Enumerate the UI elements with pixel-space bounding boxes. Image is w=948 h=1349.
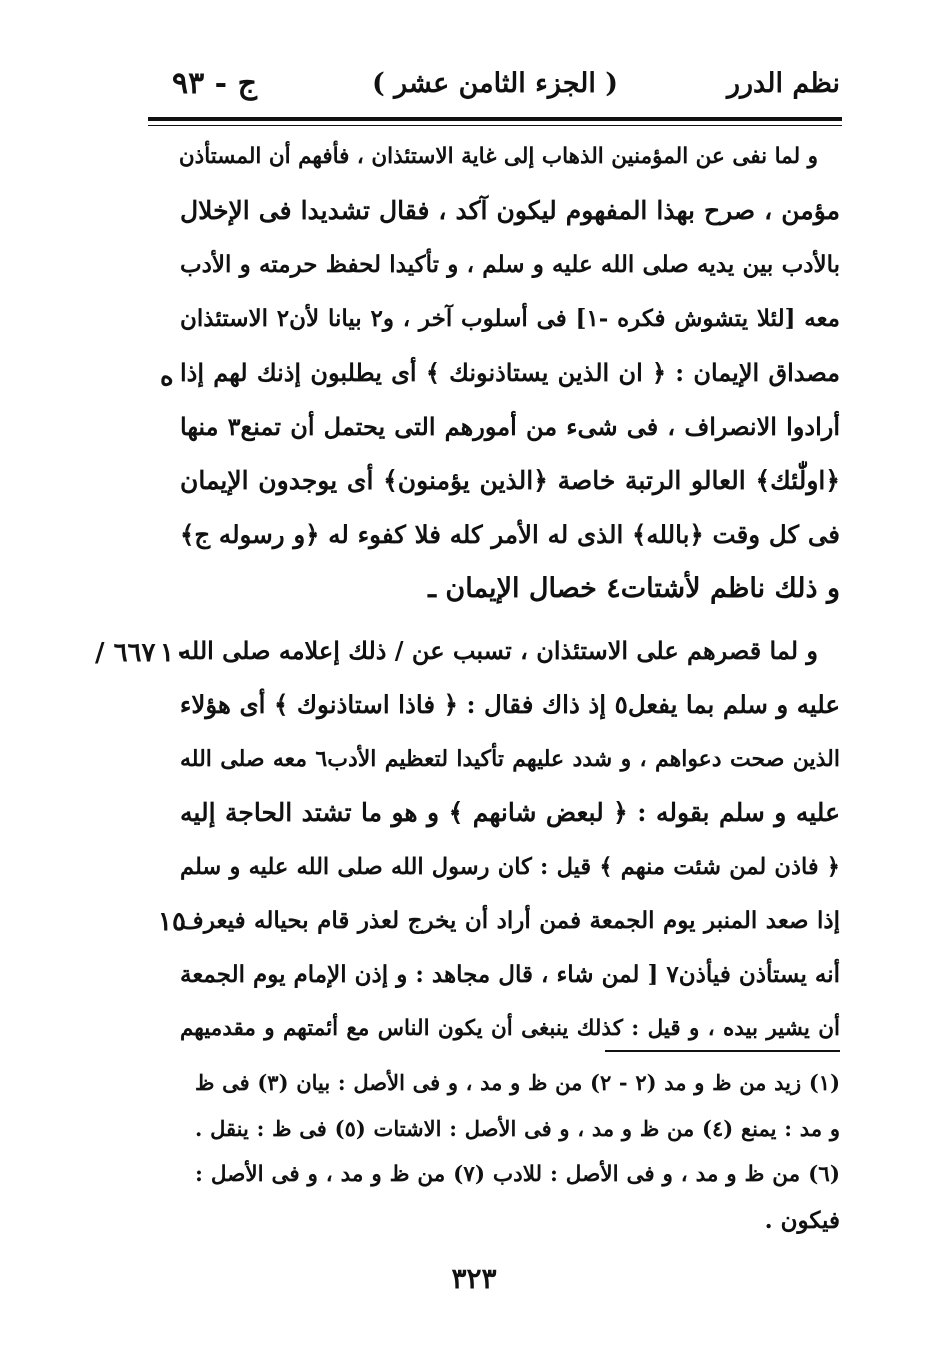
text-line: عليه و سلم بما يفعل٥ إذ ذاك فقال : ﴿ فاذا استاذنوك ﴾ أى هؤلاء bbox=[179, 690, 840, 719]
footnote-line: (٦) من ظ و مد ، و فى الأصل : للادب (٧) من ظ و مد ، و فى الأصل : bbox=[195, 1162, 840, 1187]
text-line: ﴿اولّٰئك﴾ العالو الرتبة خاصة ﴿الذين يؤمنون﴾ أى يوجدون الإيمان bbox=[180, 466, 840, 495]
footnote-line: و مد : يمنع (٤) من ظ و مد ، و فى الأصل : الاشتات (٥) فى ظ : ينقل . bbox=[195, 1116, 840, 1141]
text-line: ﴿ فاذن لمن شئت منهم ﴾ قيل : كان رسول الله صلى الله عليه و سلم bbox=[180, 854, 840, 880]
header-rule bbox=[148, 117, 842, 121]
text-line: و ذلك ناظم لأشتات٤ خصال الإيمان ـ bbox=[428, 573, 840, 604]
footnote-rule bbox=[605, 1050, 840, 1052]
text-line: عليه و سلم بقوله : ﴿ لبعض شانهم ﴾ و هو ما تشتد الحاجة إليه bbox=[180, 798, 840, 827]
text-line: أرادوا الانصراف ، فى شىء من أمورهم التى يحتمل أن تمنع٣ منها bbox=[180, 412, 840, 441]
page-number: ٣٢٣ bbox=[451, 1262, 497, 1295]
book-title: نظم الدرر bbox=[726, 68, 840, 99]
text-line: و لما قصرهم على الاستئذان ، تسبب عن / ذلك إعلامه صلى الله bbox=[179, 636, 818, 665]
footnote-line: (١) زيد من ظ و مد (٢ - ٢) من ظ و مد ، و فى الأصل : بيان (٣) فى ظ bbox=[195, 1070, 840, 1095]
line-number-10: ١٠ bbox=[160, 638, 188, 668]
header-rule-thin bbox=[148, 125, 842, 126]
manuscript-folio-reference: ٦٦٧ / bbox=[95, 638, 156, 668]
text-line: أن يشير بيده ، و قيل : كذلك ينبغى أن يكون الناس مع أئمتهم و مقدميهم bbox=[180, 1016, 840, 1041]
line-number-15: ١٥ bbox=[158, 907, 186, 937]
text-line: مؤمن ، صرح بهذا المفهوم ليكون آكد ، فقال تشديدا فى الإخلال bbox=[180, 196, 840, 225]
text-line: الذين صحت دعواهم ، و شدد عليهم تأكيدا لتعظيم الأدب٦ معه صلى الله bbox=[180, 746, 840, 772]
text-line: أنه يستأذن فيأذن٧ [ لمن شاء ، قال مجاهد : و إذن الإمام يوم الجمعة bbox=[180, 961, 840, 988]
text-line: معه [لئلا يتشوش فكره -١] فى أسلوب آخر ، و٢ بيانا لأن٢ الاستئذان bbox=[180, 305, 840, 332]
text-line: إذا صعد المنبر يوم الجمعة فمن أراد أن يخرج لعذر قام بحياله فيعرف bbox=[180, 907, 840, 934]
footnotes bbox=[195, 1060, 840, 1244]
text-line: فى كل وقت ﴿بالله﴾ الذى له الأمر كله فلا كفوء له ﴿و رسوله ج﴾ bbox=[180, 520, 840, 549]
line-number-5: ه bbox=[160, 362, 174, 392]
footnote-line: فيكون . bbox=[764, 1207, 840, 1234]
volume-label: ( الجزء الثامن عشر ) bbox=[371, 68, 619, 99]
running-header bbox=[150, 60, 840, 110]
text-line: مصداق الإيمان : ﴿ ان الذين يستاذنونك ﴾ أى يطلبون إذنك لهم إذا bbox=[180, 358, 840, 387]
page-reference: ج - ۹۳ bbox=[172, 66, 257, 101]
text-line: و لما نفى عن المؤمنين الذهاب إلى غاية الاستئذان ، فأفهم أن المستأذن bbox=[178, 144, 818, 169]
text-line: بالأدب بين يديه صلى الله عليه و سلم ، و تأكيدا لحفظ حرمته و الأدب bbox=[180, 251, 840, 278]
main-text bbox=[180, 130, 840, 1056]
